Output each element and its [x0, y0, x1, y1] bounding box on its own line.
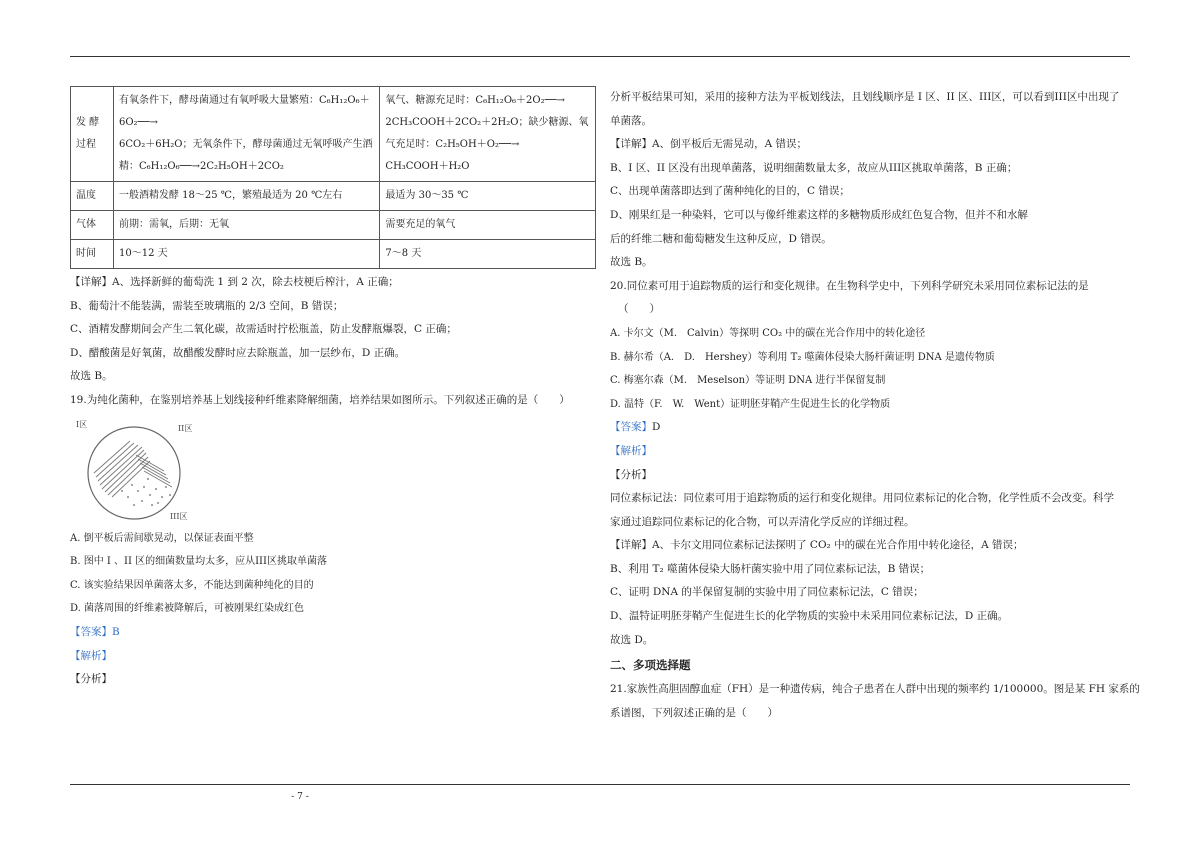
- q20-answer-value: D: [652, 421, 661, 434]
- q20-option-d: D. 温特（F. W. Went）证明胚芽鞘产生促进生长的化学物质: [610, 398, 891, 410]
- q20-analysis-tag: 【解析】: [610, 444, 652, 457]
- table-cell: 需要充足的氧气: [380, 211, 596, 240]
- q20-conclusion: 故选 D。: [610, 633, 654, 646]
- q20-analysis-line: 家通过追踪同位素标记的化合物，可以弄清化学反应的详细过程。: [610, 515, 915, 528]
- q20-detail-line: C、证明 DNA 的半保留复制的实验中用了同位素标记法，C 错误；: [610, 586, 924, 599]
- top-rule: [70, 56, 1130, 57]
- table-row: [71, 240, 596, 269]
- q21-stem-line: 系谱图，下列叙述正确的是（ ）: [610, 706, 778, 719]
- q20-analysis-line: 同位素标记法：同位素可用于追踪物质的运行和变化规律。用同位素标记的化合物，化学性质不会改变。科学: [610, 492, 1114, 505]
- q20-answer-tag: 【答案】: [610, 421, 652, 434]
- table-line: 氧气、糖源充足时：C₆H₁₂O₆＋2O₂──→: [385, 95, 566, 106]
- q19-cont-line: 【详解】A、倒平板后无需晃动，A 错误；: [610, 138, 808, 151]
- q19-option-a: A. 倒平板后需间歇晃动，以保证表面平整: [70, 532, 254, 544]
- q20-analysis-head: 【分析】: [610, 468, 652, 481]
- table-key-cell: 时间: [71, 240, 114, 269]
- q20-detail-line: D、温特证明胚芽鞘产生促进生长的化学物质的实验中未采用同位素标记法，D 正确。: [610, 610, 1009, 623]
- q19-cont-line: C、出现单菌落即达到了菌种纯化的目的，C 错误；: [610, 185, 850, 198]
- q18-detail-line: 【详解】A、选择新鲜的葡萄洗 1 到 2 次，除去枝梗后榨汁，A 正确；: [70, 276, 399, 288]
- fermentation-table: [70, 86, 596, 269]
- table-line: 精：C₆H₁₂O₆──→2C₂H₅OH＋2CO₂: [119, 161, 284, 172]
- region-ii-label: II区: [178, 423, 193, 433]
- petri-dish-figure: [72, 415, 202, 523]
- table-key-cell: 气体: [71, 211, 114, 240]
- q20-option-c: C. 梅塞尔森（M. Meselson）等证明 DNA 进行半保留复制: [610, 375, 886, 387]
- q19-analysis-tag: 【解析】: [70, 649, 112, 662]
- q18-detail-line: B、葡萄汁不能装满，需装至玻璃瓶的 2/3 空间，B 错误；: [70, 299, 344, 312]
- right-column: [610, 86, 1140, 725]
- q18-detail-line: C、酒精发酵期间会产生二氧化碳，故需适时拧松瓶盖，防止发酵瓶爆裂，C 正确；: [70, 323, 457, 336]
- q19-cont-line: 单菌落。: [610, 114, 652, 127]
- q19-analysis-head: 【分析】: [70, 673, 112, 686]
- q19-option-d: D. 菌落周围的纤维素被降解后，可被刚果红染成红色: [70, 603, 305, 615]
- left-column: [70, 86, 589, 692]
- q19-cont-line: 后的纤维二糖和葡萄糖发生这种反应，D 错误。: [610, 232, 832, 245]
- q20-detail-line: B、利用 T₂ 噬菌体侵染大肠杆菌实验中用了同位素标记法，B 错误；: [610, 562, 931, 575]
- table-line: CH₃COOH＋H₂O: [385, 161, 470, 172]
- q20-option-b: B. 赫尔希（A. D. Hershey）等利用 T₂ 噬菌体侵染大肠杆菌证明 DNA 是遗传物质: [610, 351, 995, 363]
- q21-stem-line: 21.家族性高胆固醇血症（FH）是一种遗传病，纯合子患者在人群中出现的频率约 1/100000。图是某 FH 家系的: [610, 683, 1140, 696]
- q20-answer: [610, 416, 1130, 440]
- q20-option-a: A. 卡尔文（M. Calvin）等探明 CO₂ 中的碳在光合作用中的转化途径: [610, 327, 926, 339]
- table-cell: 最适为 30～35 ℃: [380, 182, 596, 211]
- table-cell: 10～12 天: [114, 240, 380, 269]
- q19-answer: 【答案】B: [70, 625, 120, 638]
- petri-dish-svg: [72, 415, 202, 523]
- table-cell: 前期：需氧，后期：无氧: [114, 211, 380, 240]
- region-iii-label: III区: [170, 511, 188, 521]
- table-key-cell: 发 酵 过程: [71, 87, 114, 182]
- section-title: 二、多项选择题: [610, 658, 691, 673]
- page-number: - 7 -: [291, 792, 309, 802]
- region-i-label: I区: [76, 419, 88, 429]
- table-line: 气充足时：C₂H₅OH＋O₂──→: [385, 139, 520, 150]
- table-key-cell: 温度: [71, 182, 114, 211]
- table-row: [71, 87, 596, 182]
- table-cell-yeast: [114, 87, 380, 182]
- q20-blank: （ ）: [618, 303, 660, 316]
- table-row: [71, 211, 596, 240]
- table-cell: 一般酒精发酵 18～25 ℃，繁殖最适为 20 ℃左右: [114, 182, 380, 211]
- bottom-rule: [70, 784, 1130, 785]
- q19-option-b: B. 图中 I 、II 区的细菌数量均太多，应从III区挑取单菌落: [70, 556, 327, 568]
- q19-cont-line: 分析平板结果可知，采用的接种方法为平板划线法，且划线顺序是 I 区、II 区、III区，可以看到III区中出现了: [610, 91, 1120, 103]
- table-line: 有氧条件下，酵母菌通过有氧呼吸大量繁殖：C₆H₁₂O₆＋: [119, 95, 370, 106]
- q19-stem: 19.为纯化菌种，在鉴别培养基上划线接种纤维素降解细菌，培养结果如图所示。下列叙述正确的是（ ）: [70, 393, 570, 406]
- table-line: 6O₂──→: [119, 117, 158, 128]
- table-cell-acetic: [380, 87, 596, 182]
- table-row: [71, 182, 596, 211]
- q19-cont-line: D、刚果红是一种染料，它可以与像纤维素这样的多糖物质形成红色复合物，但并不和水解: [610, 208, 1028, 221]
- table-cell: 7～8 天: [380, 240, 596, 269]
- q18-detail-line: D、醋酸菌是好氧菌，故醋酸发酵时应去除瓶盖，加一层纱布，D 正确。: [70, 346, 406, 359]
- q18-conclusion: 故选 B。: [70, 370, 113, 383]
- q20-stem: 20.同位素可用于追踪物质的运行和变化规律。在生物科学史中，下列科学研究未采用同位素标记法的是: [610, 279, 1089, 292]
- q19-conclusion: 故选 B。: [610, 256, 653, 269]
- table-line: 2CH₃COOH＋2CO₂＋2H₂O；缺少糖源、氧: [385, 117, 589, 128]
- q20-detail-line: 【详解】A、卡尔文用同位素标记法探明了 CO₂ 中的碳在光合作用中转化途径，A 错误；: [610, 539, 1024, 552]
- table-line: 6CO₂＋6H₂O；无氧条件下，酵母菌通过无氧呼吸产生酒: [119, 139, 373, 150]
- q19-option-c: C. 该实验结果因单菌落太多，不能达到菌种纯化的目的: [70, 579, 314, 591]
- q19-cont-line: B、I 区、II 区没有出现单菌落，说明细菌数量太多，故应从III区挑取单菌落，B 正确；: [610, 161, 1018, 174]
